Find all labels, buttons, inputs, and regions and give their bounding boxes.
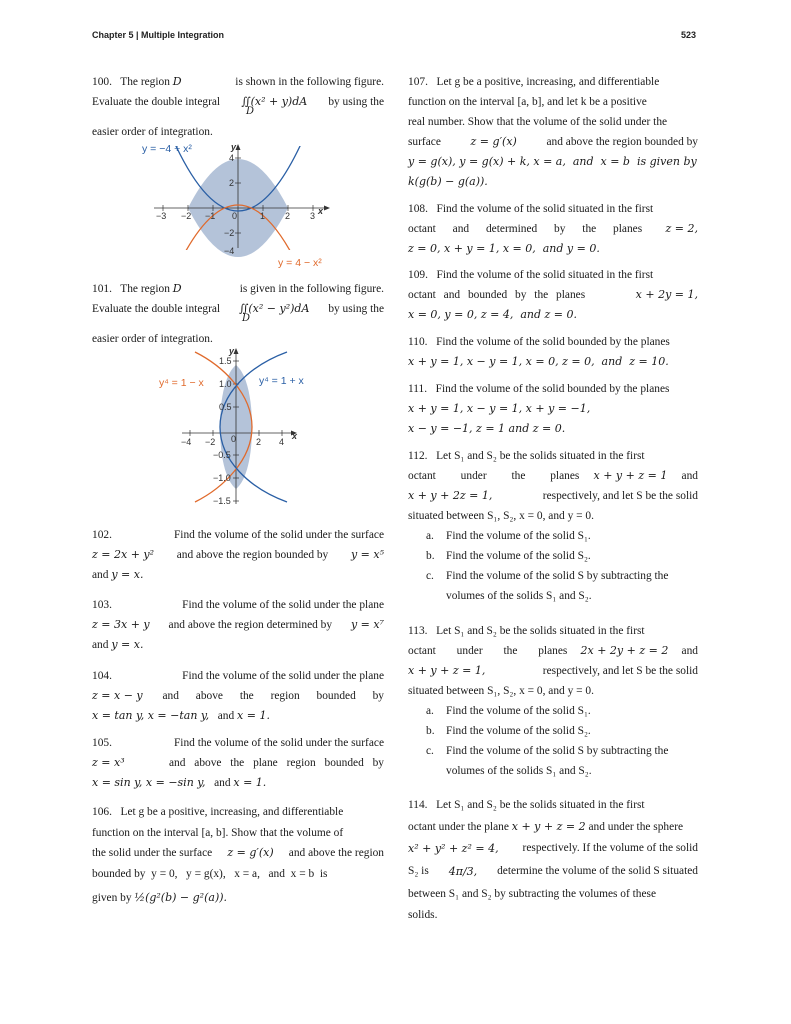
problem-106: 106. Let g be a positive, increasing, and differentiable function on the interval [a, b]. Show that the volume of the solid under the surface z = g′(x) and above the region bounded by y = 0, y = g(x), x = a, and x = b is given by ½(g²(b) − g²(a)). xyxy=(92,806,384,904)
problem-number: 106. xyxy=(92,806,112,818)
list-item: c. Find the volume of the solid S by subtracting the volumes of the solids S₁ and S₂. xyxy=(426,570,669,602)
x-tick-label: 1 xyxy=(260,211,266,221)
x-tick-label: −1 xyxy=(205,211,216,221)
x-tick-label: −3 xyxy=(156,211,167,221)
figure-100-parabolas xyxy=(140,140,350,270)
integral-expression: ∬(x² + y)dA xyxy=(241,95,308,108)
page-number: 523 xyxy=(681,30,697,40)
problem-number: 105. xyxy=(92,737,112,749)
problem-number: 110. xyxy=(408,336,428,348)
problem-110: 110. Find the volume of the solid bounded by the planes x + y = 1, x − y = 1, x = 0, z = 0, and z = 10. xyxy=(408,336,670,368)
legend-orange: y⁴ = 1 − x xyxy=(159,377,204,389)
problem-111: 111. Find the volume of the solid bounded by the planes x + y = 1, x − y = 1, x + y = −1, x − y = −1, z = 1 and z = 0. xyxy=(408,383,670,435)
problem-108: 108. Find the volume of the solid situated in the first octant and determined by the planes z = 2, z = 0, x + y = 1, x = 0, and y = 0. xyxy=(408,203,698,255)
chapter-header: Chapter 5 | Multiple Integration xyxy=(92,30,225,40)
list-item: c. Find the volume of the solid S by subtracting the volumes of the solids S₁ and S₂. xyxy=(426,745,669,777)
problem-101: 101. The region D is given in the following figure. Evaluate the double integral ∬(x² − y²)dA by using the D easier order of integration. xyxy=(92,282,384,345)
problem-number: 102. xyxy=(92,529,112,541)
x-tick-label: −2 xyxy=(181,211,192,221)
problem-number: 112. xyxy=(408,450,428,462)
y-tick-label: 0.5 xyxy=(219,402,232,412)
problem-number: 104. xyxy=(92,670,112,682)
problem-100: 100. The region D is shown in the following figure. Evaluate the double integral ∬(x² + y)dA by using the D easier order of integration. xyxy=(92,75,384,138)
y-tick-label: −1.0 xyxy=(213,473,231,483)
y-tick-label: 4 xyxy=(229,153,235,163)
y-axis-label: y xyxy=(231,142,237,152)
problem-number: 107. xyxy=(408,76,428,88)
problem-103: 103. Find the volume of the solid under the plane z = 3x + y and above the region determined by y = x⁷ and y = x. xyxy=(92,595,384,655)
legend-orange: y = 4 − x² xyxy=(278,257,322,269)
x-tick-label: 4 xyxy=(279,437,285,447)
problem-102: 102. Find the volume of the solid under the surface z = 2x + y² and above the region bounded by y = x⁵ and y = x. xyxy=(92,525,384,585)
list-item: b. Find the volume of the solid S₂. xyxy=(426,725,591,737)
y-tick-label: −0.5 xyxy=(213,450,231,460)
y-tick-label: −1.5 xyxy=(213,496,231,506)
sub-questions xyxy=(408,701,698,781)
legend-blue: y = −4 + x² xyxy=(142,143,192,155)
list-item: a. Find the volume of the solid S₁. xyxy=(426,530,591,542)
y-tick-label: 2 xyxy=(229,178,235,188)
problem-104: 104. Find the volume of the solid under the plane z = x − y and above the region bounded by x = tan y, x = −tan y, and x = 1. xyxy=(92,666,384,726)
y-tick-label: 1.0 xyxy=(219,379,232,389)
problem-number: 103. xyxy=(92,599,112,611)
legend-blue: y⁴ = 1 + x xyxy=(259,375,304,387)
x-tick-label: 0 xyxy=(232,211,238,221)
x-tick-label: −4 xyxy=(181,437,192,447)
integral-expression: ∬(x² − y²)dA xyxy=(239,302,310,315)
list-item: b. Find the volume of the solid S₂. xyxy=(426,550,591,562)
y-tick-label: −2 xyxy=(224,228,235,238)
figure-101-quartics xyxy=(155,344,355,514)
sub-questions xyxy=(408,526,698,606)
problem-114: 114. Let S₁ and S₂ be the solids situated in the first octant under the plane x + y + z = 2 and under the sphere x² + y² + z² = 4, respectively. If the volume of the solid S₂ is 4π/3, determine the volume of the solid S situated between S₁ and S₂ by subtracting the volumes of these solids. xyxy=(408,799,698,921)
x-tick-label: 0 xyxy=(231,434,237,444)
problem-109: 109. Find the volume of the solid situated in the first octant and bounded by the planes x + 2y = 1, x = 0, y = 0, z = 4, and z = 0. xyxy=(408,269,698,321)
x-tick-label: 3 xyxy=(310,211,316,221)
problem-number: 114. xyxy=(408,799,428,811)
x-axis-label: x xyxy=(318,206,324,216)
problem-number: 101. xyxy=(92,283,112,295)
list-item: a. Find the volume of the solid S₁. xyxy=(426,705,591,717)
x-tick-label: 2 xyxy=(285,211,291,221)
problem-number: 113. xyxy=(408,625,428,637)
y-tick-label: 1.5 xyxy=(219,356,232,366)
problem-105: 105. Find the volume of the solid under the surface z = x³ and above the plane region bounded by x = sin y, x = −sin y, and x = 1. xyxy=(92,733,384,793)
y-axis-label: y xyxy=(229,346,235,356)
x-tick-label: −2 xyxy=(205,437,216,447)
problem-107: 107. Let g be a positive, increasing, and differentiable function on the interval [a, b], and let k be a positive real number. Show that the volume of the solid under the surface z = g′(x) and above the region bounded by y = g(x), y = g(x) + k, x = a, and x = b is given by k(g(b) − g(a)). xyxy=(408,76,698,188)
problem-number: 111. xyxy=(408,383,428,395)
y-tick-label: −4 xyxy=(224,246,235,256)
problem-113: 113. Let S₁ and S₂ be the solids situated in the first octant under the planes 2x + 2y + z = 2 and x + y + z = 1, respectively, and let S be the solid situated between S₁, S₂, x = 0, and y = 0. a. Find the volume of the solid S₁. b. Find the volume of the solid S₂. c. Find the volume of the solid S by subtracting the volumes of the solids S₁ and S₂. xyxy=(408,621,698,781)
problem-number: 108. xyxy=(408,203,428,215)
x-tick-label: 2 xyxy=(256,437,262,447)
problem-112: 112. Let S₁ and S₂ be the solids situated in the first octant under the planes x + y + z = 1 and x + y + 2z = 1, respectively, and let S be the solid situated between S₁, S₂, x = 0, and y = 0. a. Find the volume of the solid S₁. b. Find the volume of the solid S₂. c. Find the volume of the solid S by subtracting the volumes of the solids S₁ and S₂. xyxy=(408,446,698,606)
x-axis-label: x xyxy=(292,431,298,441)
problem-number: 100. xyxy=(92,76,112,88)
problem-number: 109. xyxy=(408,269,428,281)
